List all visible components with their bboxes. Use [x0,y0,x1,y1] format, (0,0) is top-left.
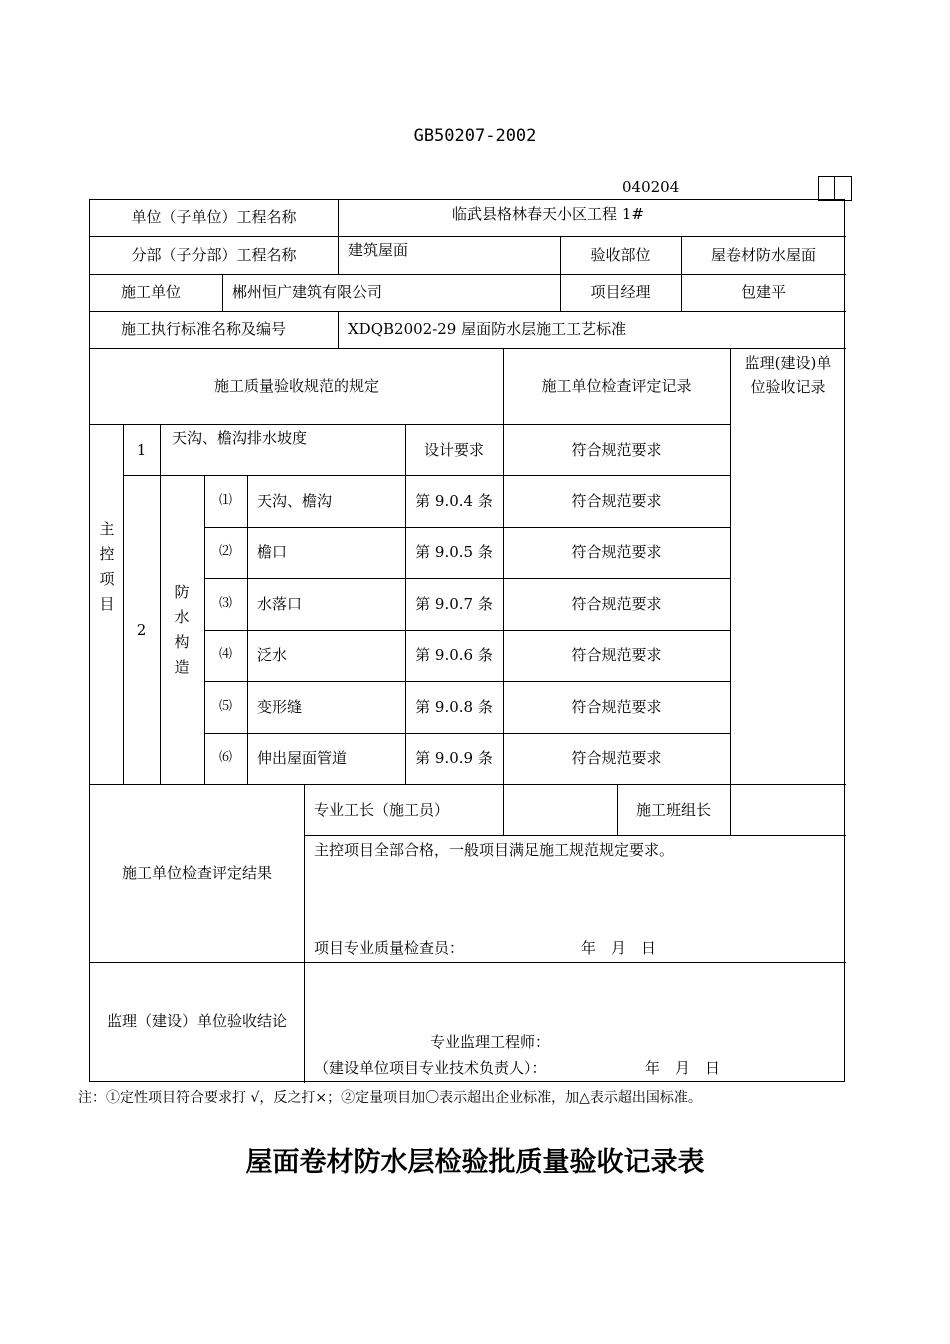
checkbox-pair [818,176,852,201]
item-1-result: 符合规范要求 [571,441,662,459]
subitem-result: 符合规范要求 [571,698,662,716]
standard-value: XDQB2002-29 屋面防水层施工工艺标准 [348,320,627,338]
document-title: 屋面卷材防水层检验批质量验收记录表 [245,1147,705,1178]
inspection-form-table [89,199,845,1082]
subitem-result: 符合规范要求 [571,595,662,613]
contractor-result-label: 施工单位检查评定结果 [121,864,272,882]
supervisor-date: 年 月 日 [645,1059,721,1077]
form-number: 040204 [622,178,680,196]
subitem-name: 水落口 [257,595,303,613]
subitem-clause: 第 9.0.6 条 [415,646,493,664]
subitem-result: 符合规范要求 [571,543,662,561]
contractor-conclusion: 主控项目全部合格，一般项目满足施工规范规定要求。 [314,841,675,859]
project-manager-value: 包建平 [740,283,786,301]
sub-project-label: 分部（子分部）工程名称 [131,246,297,264]
quality-inspector-label: 项目专业质量检查员： [314,939,465,957]
main-control-label: 主控项目 [99,520,115,613]
contractor-label: 施工单位 [121,283,182,301]
subitem-no: ⑴ [218,493,232,508]
team-leader-label: 施工班组长 [635,801,711,819]
subitem-no: ⑸ [218,699,232,714]
contractor-date: 年 月 日 [581,939,657,957]
subitem-result: 符合规范要求 [571,749,662,767]
subitem-name: 檐口 [257,543,288,561]
project-name-label: 单位（子单位）工程名称 [131,208,297,226]
subitem-name: 变形缝 [257,698,303,716]
inspection-part-value: 屋卷材防水屋面 [710,246,816,264]
waterproof-structure-label: 防水构造 [174,583,190,676]
item-1-requirement: 设计要求 [423,441,484,459]
subitem-name: 伸出屋面管道 [257,749,348,767]
project-name-value: 临武县格林春天小区工程 1# [452,205,644,223]
subitem-name: 天沟、檐沟 [257,492,333,510]
contractor-value: 郴州恒广建筑有限公司 [232,283,383,301]
subitem-no: ⑶ [218,596,232,611]
column-contractor-record: 施工单位检查评定记录 [541,377,692,395]
item-1-no: 1 [136,441,147,459]
project-manager-label: 项目经理 [590,283,651,301]
item-1-name: 天沟、檐沟排水坡度 [172,429,308,447]
standard-code: GB50207-2002 [413,126,537,146]
inspection-part-label: 验收部位 [590,246,651,264]
subitem-no: ⑵ [218,544,232,559]
subitem-clause: 第 9.0.7 条 [415,595,493,613]
footnote: 注：①定性项目符合要求打 √，反之打×；②定量项目加〇表示超出企业标准，加△表示超出国标准。 [78,1090,702,1106]
subitem-result: 符合规范要求 [571,492,662,510]
owner-technical-lead-label: （建设单位项目专业技术负责人）： [314,1059,547,1077]
item-2-no: 2 [136,621,147,639]
subitem-name: 泛水 [257,646,288,664]
supervising-engineer-label: 专业监理工程师： [430,1033,551,1051]
supervisor-result-label: 监理（建设）单位验收结论 [106,1012,287,1030]
column-supervisor-record: 监理(建设)单位验收记录 [744,354,832,396]
subitem-clause: 第 9.0.8 条 [415,698,493,716]
foreman-label: 专业工长（施工员） [314,801,450,819]
subitem-clause: 第 9.0.9 条 [415,749,493,767]
subitem-clause: 第 9.0.4 条 [415,492,493,510]
column-spec: 施工质量验收规范的规定 [213,377,379,395]
sub-project-value: 建筑屋面 [348,241,409,259]
subitem-clause: 第 9.0.5 条 [415,543,493,561]
subitem-result: 符合规范要求 [571,646,662,664]
subitem-no: ⑹ [218,750,232,765]
subitem-no: ⑷ [218,647,232,662]
standard-label: 施工执行标准名称及编号 [121,320,287,338]
